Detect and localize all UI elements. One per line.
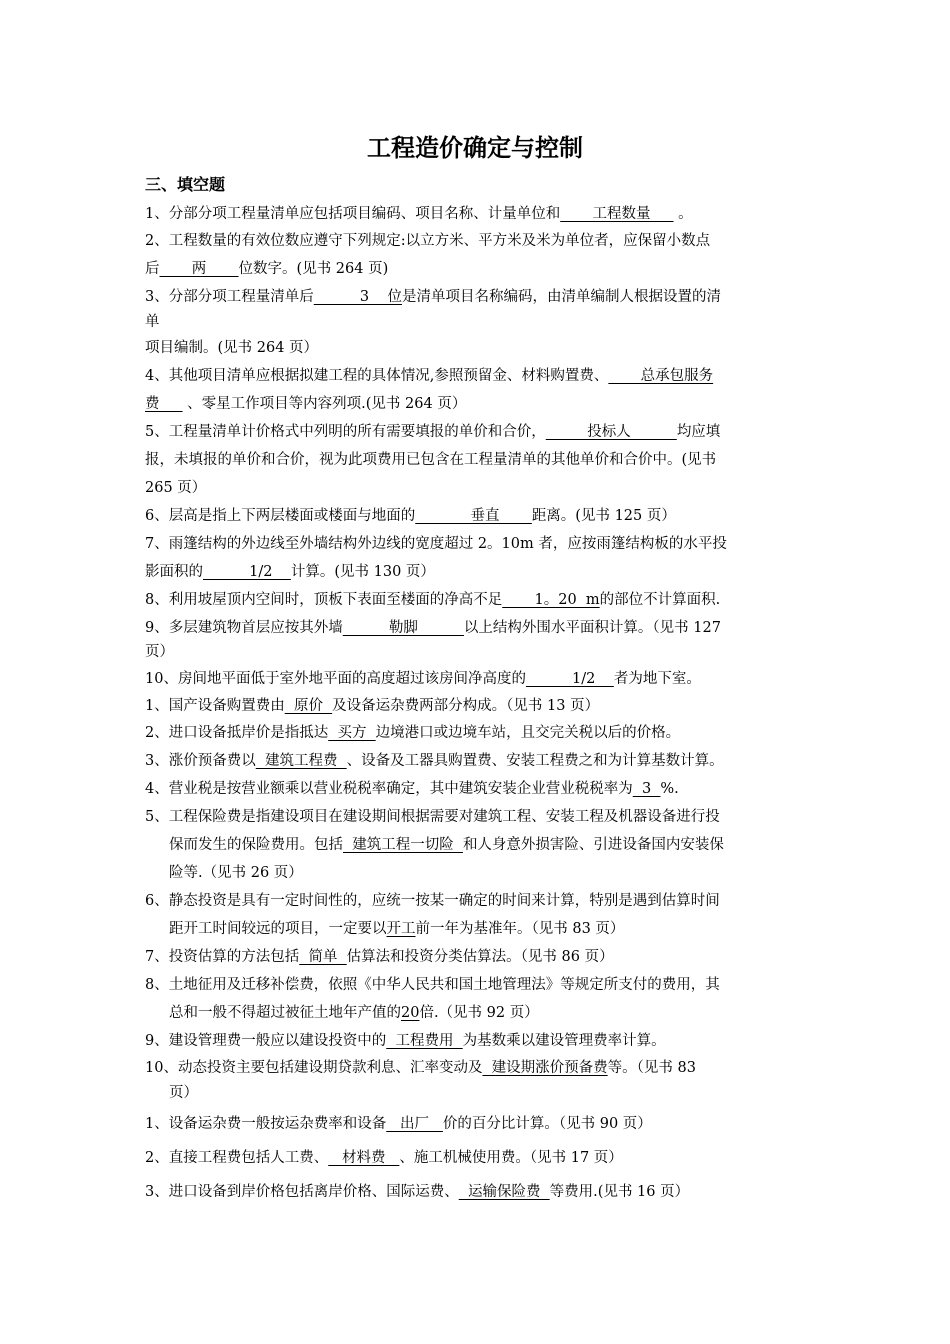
line-text: 5、工程量清单计价格式中列明的所有需要填报的单价和合价， [145, 424, 546, 440]
line-text: 3、进口设备到岸价格包括离岸价格、国际运费、 [145, 1184, 459, 1200]
text-line [145, 533, 727, 555]
line-text: 9、多层建筑物首层应按其外墙 [145, 620, 343, 636]
line-text: 距离。(见书 125 页） [531, 508, 676, 524]
text-line [145, 286, 721, 308]
answer-blank: 3 位 [313, 289, 402, 305]
text-line [145, 589, 720, 611]
text-line [145, 946, 614, 968]
line-text: 1、国产设备购置费由 [145, 698, 285, 714]
text-line [145, 1181, 689, 1203]
text-line [145, 421, 720, 443]
line-text: 后 [145, 261, 160, 277]
text-line [145, 695, 599, 717]
answer-blank: 两 [159, 261, 239, 277]
answer-blank: 工程数量 [560, 206, 674, 222]
line-text: 等。（见书 83 [607, 1060, 696, 1076]
line-text: 保而发生的保险费用。包括 [169, 837, 343, 853]
line-text: 、设备及工器具购置费、安装工程费之和为计算基数计算。 [346, 753, 724, 769]
line-text: 9、建设管理费一般应以建设投资中的 [145, 1033, 387, 1049]
answer-blank: 材料费 [328, 1150, 400, 1166]
page-title: 工程造价确定与控制 [367, 134, 583, 162]
line-text: 价的百分比计算。（见书 90 页） [442, 1116, 652, 1132]
text-line [145, 230, 710, 252]
text-line [169, 918, 624, 940]
answer-blank: 1/2 [525, 671, 614, 687]
answer-blank: 工程费用 [386, 1033, 463, 1049]
line-text: 影面积的 [145, 564, 203, 580]
line-text: 页） [145, 644, 174, 660]
line-text: 均应填 [676, 424, 721, 440]
text-line [145, 203, 693, 225]
line-text: %. [660, 781, 679, 797]
line-text: 1、分部分项工程量清单应包括项目编码、项目名称、计量单位和 [145, 206, 561, 222]
line-text: 10、动态投资主要包括建设期贷款利息、汇率变动及 [145, 1060, 483, 1076]
line-text: 2、工程数量的有效位数应遵守下列规定:以立方米、平方米及米为单位者，应保留小数点 [145, 233, 711, 249]
text-line [145, 311, 160, 333]
answer-blank: 运输保险费 [458, 1184, 550, 1200]
line-text: 8、土地征用及迁移补偿费，依照《中华人民共和国土地管理法》等规定所支付的费用，其 [145, 977, 720, 993]
line-text: 7、投资估算的方法包括 [145, 949, 300, 965]
line-text: 5、工程保险费是指建设项目在建设期间根据需要对建筑工程、安装工程及机器设备进行投 [145, 809, 720, 825]
text-line [145, 1113, 652, 1135]
answer-blank: 1/2 [203, 564, 291, 580]
line-text: 10、房间地平面低于室外地平面的高度超过该房间净高度的 [145, 671, 526, 687]
text-line [145, 1147, 623, 1169]
line-text: 者为地下室。 [613, 671, 701, 687]
text-line [145, 617, 721, 639]
line-text: 计算。(见书 130 页） [290, 564, 435, 580]
answer-blank: 费 [145, 396, 183, 412]
line-text: 报，未填报的单价和合价，视为此项费用已包含在工程量清单的其他单价和合价中。(见书 [145, 452, 717, 468]
answer-blank: 总承包服务 [608, 368, 714, 384]
text-line [145, 258, 388, 280]
answer-blank: 买方 [328, 725, 376, 741]
answer-blank: 原价 [284, 698, 333, 714]
text-line [145, 393, 466, 415]
line-text: 页） [169, 1085, 198, 1101]
line-text: 6、层高是指上下两层楼面或楼面与地面的 [145, 508, 416, 524]
answer-blank: 建筑工程一切险 [343, 837, 463, 853]
line-text: 单 [145, 314, 160, 330]
text-line [145, 561, 435, 583]
text-line [145, 1030, 666, 1052]
line-text: 是清单项目名称编码，由清单编制人根据设置的清 [402, 289, 721, 305]
text-line [169, 1082, 198, 1104]
line-text: 4、营业税是按营业额乘以营业税税率确定，其中建筑安装企业营业税税率为 [145, 781, 633, 797]
line-text: 2、进口设备抵岸价是指抵达 [145, 725, 329, 741]
text-line [145, 337, 318, 359]
line-text: 为基数乘以建设管理费率计算。 [462, 1033, 666, 1049]
line-text: 险等.（见书 26 页） [169, 865, 303, 881]
line-text: 位数字。(见书 264 页) [238, 261, 389, 277]
line-text: 3、分部分项工程量清单后 [145, 289, 314, 305]
text-line [145, 449, 716, 471]
line-text: 边境港口或边境车站，且交完关税以后的价格。 [375, 725, 681, 741]
line-text: 4、其他项目清单应根据拟建工程的具体情况,参照预留金、材料购置费、 [145, 368, 609, 384]
answer-blank: 20 [401, 1005, 420, 1021]
answer-blank: 勒脚 [342, 620, 464, 636]
line-text: 和人身意外损害险、引进设备国内安装保 [462, 837, 724, 853]
line-text: 的部位不计算面积. [599, 592, 721, 608]
line-text: 、施工机械使用费。（见书 17 页） [399, 1150, 623, 1166]
line-text: 6、静态投资是具有一定时间性的，应统一按某一确定的时间来计算，特别是遇到估算时间 [145, 893, 720, 909]
text-line [145, 668, 701, 690]
text-line [145, 750, 724, 772]
line-text: 。 [673, 206, 693, 222]
line-text: 距开工时间较远的项目，一定要以 [169, 921, 387, 937]
line-text: 估算法和投资分类估算法。（见书 86 页） [346, 949, 614, 965]
line-text: 、零星工作项目等内容列项.(见书 264 页） [182, 396, 467, 412]
answer-blank: 开工 [386, 921, 416, 937]
line-text: 倍.（见书 92 页） [419, 1005, 539, 1021]
answer-blank: 简单 [299, 949, 347, 965]
text-line [145, 722, 680, 744]
text-line [145, 806, 720, 828]
answer-blank: 建设期涨价预备费 [482, 1060, 608, 1076]
line-text: 265 页） [145, 480, 207, 496]
line-text: 7、雨篷结构的外边线至外墙结构外边线的宽度超过 2。10m 者，应按雨篷结构板的水平投 [145, 536, 727, 552]
answer-blank: 垂直 [415, 508, 532, 524]
line-text: 前一年为基准年。（见书 83 页） [415, 921, 625, 937]
line-text: 以上结构外围水平面积计算。（见书 127 [463, 620, 721, 636]
text-line [145, 365, 713, 387]
text-line [145, 974, 720, 996]
line-text: 等费用.(见书 16 页） [549, 1184, 690, 1200]
answer-blank: 出厂 [386, 1116, 443, 1132]
line-text: 项目编制。(见书 264 页） [145, 340, 319, 356]
line-text: 3、涨价预备费以 [145, 753, 256, 769]
text-line [145, 778, 679, 800]
line-text: 2、直接工程费包括人工费、 [145, 1150, 329, 1166]
text-line [145, 890, 720, 912]
line-text: 总和一般不得超过被征土地年产值的 [169, 1005, 401, 1021]
section-heading: 三、填空题 [145, 175, 226, 194]
answer-blank: 3 [632, 781, 661, 797]
line-text: 1、设备运杂费一般按运杂费率和设备 [145, 1116, 387, 1132]
line-text: 8、利用坡屋顶内空间时，顶板下表面至楼面的净高不足 [145, 592, 503, 608]
answer-blank: 1。20 m [502, 592, 600, 608]
text-line [145, 505, 676, 527]
text-line [145, 641, 174, 663]
text-line [169, 862, 303, 884]
text-line [145, 477, 206, 499]
answer-blank: 建筑工程费 [255, 753, 347, 769]
answer-blank: 投标人 [545, 424, 677, 440]
text-line [169, 834, 724, 856]
text-line [169, 1002, 539, 1024]
line-text: 及设备运杂费两部分构成。（见书 13 页） [332, 698, 600, 714]
text-line [145, 1057, 696, 1079]
